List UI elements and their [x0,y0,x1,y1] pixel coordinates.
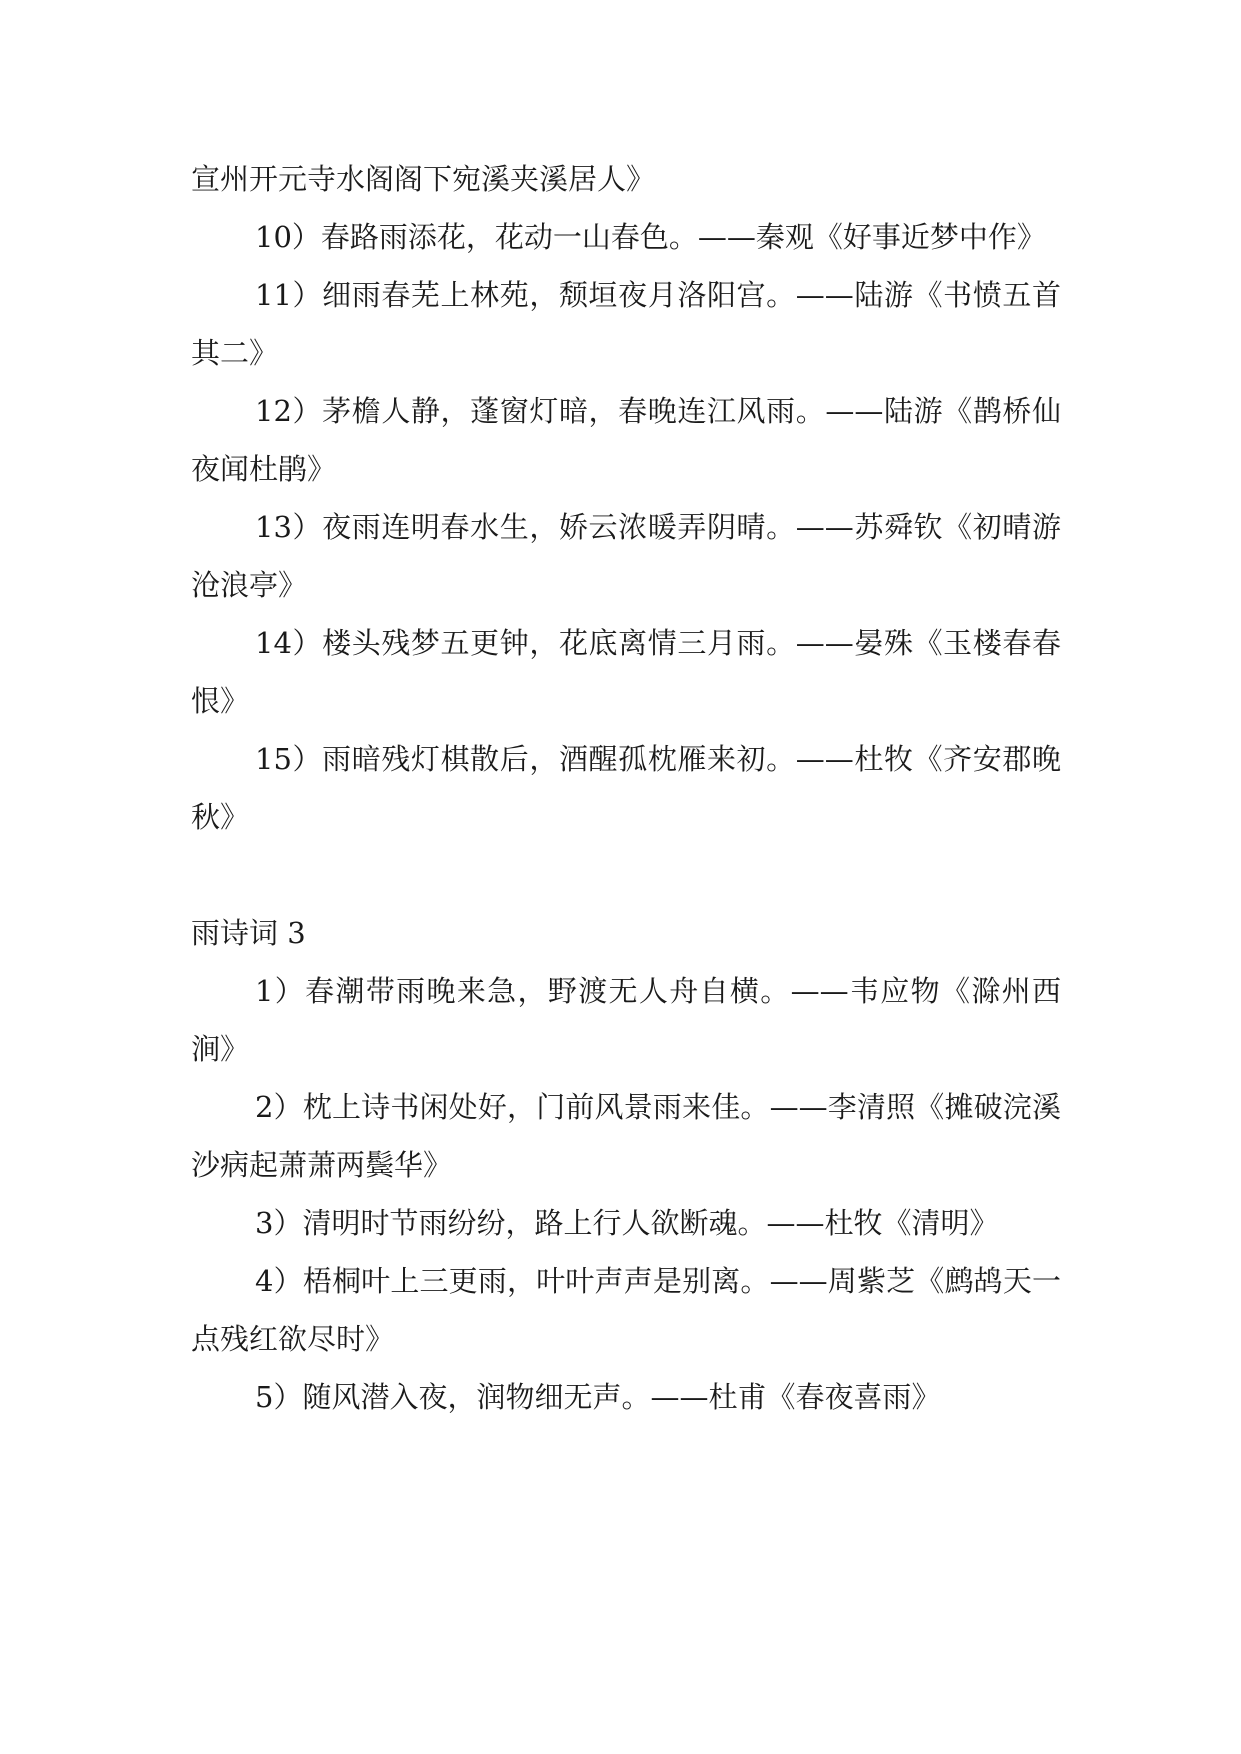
poem-line-4: 4）梧桐叶上三更雨，叶叶声声是别离。——周紫芝《鹧鸪天一点残红欲尽时》 [191,1264,1061,1356]
poem-line-1: 1）春潮带雨晚来急，野渡无人舟自横。——韦应物《滁州西涧》 [191,974,1061,1066]
poem-line-10: 10）春路雨添花，花动一山春色。——秦观《好事近梦中作》 [255,220,1046,254]
poem-line-12: 12）茅檐人静，蓬窗灯暗，春晚连江风雨。——陆游《鹊桥仙夜闻杜鹃》 [191,394,1061,486]
poem-line-11: 11）细雨春芜上林苑，颓垣夜月洛阳宫。——陆游《书愤五首其二》 [191,278,1061,370]
poem-line-2: 2）枕上诗书闲处好，门前风景雨来佳。——李清照《摊破浣溪沙病起萧萧两鬓华》 [191,1090,1061,1182]
poem-line-3: 3）清明时节雨纷纷，路上行人欲断魂。——杜牧《清明》 [255,1206,999,1240]
poem-line-5: 5）随风潜入夜，润物细无声。——杜甫《春夜喜雨》 [255,1380,941,1414]
poem-line-13: 13）夜雨连明春水生，娇云浓暖弄阴晴。——苏舜钦《初晴游沧浪亭》 [191,510,1061,602]
poem-line-continuation: 宣州开元寺水阁阁下宛溪夹溪居人》 [191,162,656,196]
poem-line-14: 14）楼头残梦五更钟，花底离情三月雨。——晏殊《玉楼春春恨》 [191,626,1061,718]
document-page [191,150,1061,1426]
section-heading: 雨诗词 3 [191,916,306,950]
poem-line-15: 15）雨暗残灯棋散后，酒醒孤枕雁来初。——杜牧《齐安郡晚秋》 [191,742,1061,834]
